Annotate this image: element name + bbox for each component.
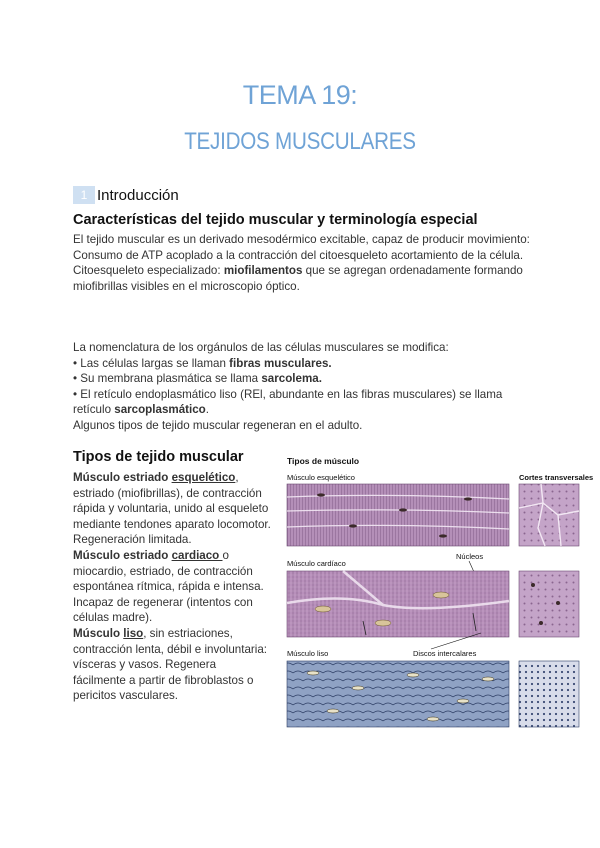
muscle-types-figure — [283, 453, 594, 738]
section-title: Introducción — [97, 186, 179, 204]
type-cardiac: Músculo estriado cardiaco o miocardio, estriado, de contracción espontánea rítmica, rápida e intensa. Incapaz de regenerar (intentos con células madre). — [73, 548, 264, 625]
intro-line-3: Citoesqueleto especializado: miofilamentos que se agregan ordenadamente formando miofibrillas visibles en el microscopio óptico. — [73, 264, 523, 293]
skeletal-muscle-panel — [287, 484, 509, 546]
section-heading — [73, 186, 179, 204]
intro-paragraph — [73, 232, 533, 294]
figure-title: Tipos de músculo — [287, 456, 360, 466]
heading-types: Tipos de tejido muscular — [73, 449, 244, 465]
page-subtitle: TEJIDOS MUSCULARES — [184, 128, 416, 155]
cardiac-cross-section — [519, 571, 579, 637]
intro-line-1: El tejido muscular es un derivado mesodérmico excitable, capaz de producir movimiento: — [73, 233, 530, 246]
intro-line-2: Consumo de ATP acoplado a la contracción del citoesqueleto acortamiento de la célula. — [73, 248, 524, 262]
nomen-bullet-3: • El retículo endoplasmático liso (REl, abundante en las fibras musculares) se llama retículo sarcoplasmático. — [73, 387, 503, 417]
section-number: 1 — [73, 186, 95, 204]
label-cross-sections: Cortes transversales — [519, 473, 594, 482]
miofilamentos-term: miofilamentos — [223, 264, 303, 278]
label-smooth: Músculo liso — [287, 649, 329, 658]
muscle-types-text — [73, 470, 271, 704]
smooth-muscle-panel — [287, 661, 509, 727]
nomen-intro: La nomenclatura de los orgánulos de las células musculares se modifica: — [73, 341, 449, 354]
label-discos: Discos intercalares — [413, 649, 477, 658]
label-skeletal: Músculo esquelético — [287, 473, 355, 482]
nomen-bullet-1: • Las células largas se llaman fibras musculares. — [73, 356, 332, 370]
skeletal-cross-section — [519, 484, 579, 546]
smooth-cross-section — [519, 661, 579, 727]
label-nucleos: Núcleos — [456, 552, 484, 561]
label-cardiac: Músculo cardíaco — [287, 559, 346, 568]
nomenclature-paragraph — [73, 340, 533, 434]
page-title: TEMA 19: — [242, 80, 358, 110]
type-skeletal: Músculo estriado esquelético, estriado (miofibrillas), de contracción rápida y voluntaria, unido al esqueleto mediante tendones aparato locomotor. Regeneración limitada. — [73, 471, 271, 547]
heading-characteristics: Características del tejido muscular y terminología especial — [73, 212, 478, 228]
type-smooth: Músculo liso, sin estriaciones, contracción lenta, débil e involuntaria: vísceras y vasos. Regenera fácilmente a partir de fibroblastos o pericitos vasculares. — [73, 626, 267, 703]
nomen-end: Algunos tipos de tejido muscular regeneran en el adulto. — [73, 418, 363, 432]
nomen-bullet-2: • Su membrana plasmática se llama sarcolema. — [73, 372, 322, 386]
